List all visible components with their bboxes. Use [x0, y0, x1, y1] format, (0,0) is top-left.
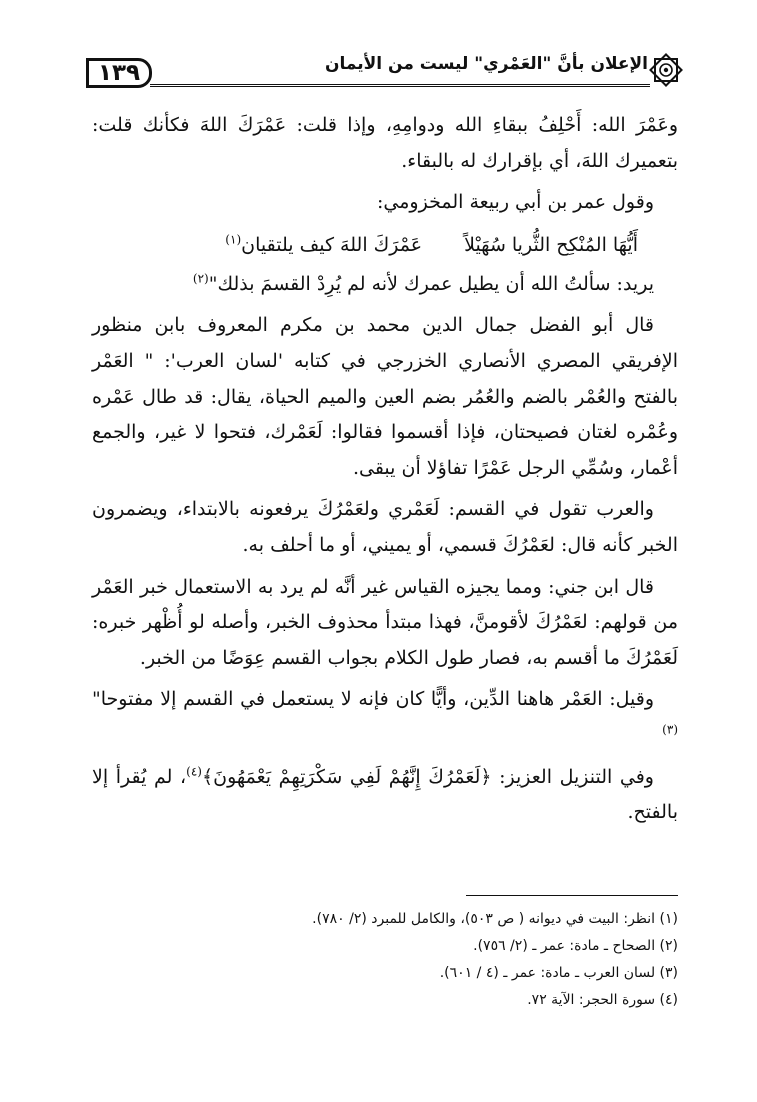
eight-point-star-ornament-icon [648, 50, 684, 90]
footnote-ref-4[interactable]: (٤) [186, 764, 202, 779]
page-number: ١٣٩ [86, 58, 152, 88]
paragraph-1: وعَمْرَ الله: أَحْلِفُ ببقاءِ الله ودوامِهِ، وإذا قلت: عَمْرَكَ اللهَ فكأنك قلت: بتعميرك اللهَ، أي بإقرارك له بالبقاء. [92, 114, 678, 172]
poetry-verse [92, 227, 678, 263]
footnote-1: (١) انظر: البيت في ديوانه ( ص ٥٠٣)، والكامل للمبرد (٢/ ٧٨٠). [312, 911, 678, 927]
paragraph-2: وقول عمر بن أبي ربيعة المخزومي: [377, 191, 654, 214]
verse-second-hemistich: عَمْرَكَ اللهَ كيف يلتقيان$^{(١)}$ [225, 232, 423, 256]
paragraph-3: يريد: سألتُ الله أن يطيل عمرك لأنه لم يُرِدْ القسمَ بذلك"$^{(٢)}$ [192, 271, 654, 295]
footnote-2: (٢) الصحاح ـ مادة: عمر ـ (٢/ ٧٥٦). [473, 938, 678, 954]
footnote-ref-2[interactable]: (٢) [192, 271, 209, 286]
paragraph-4: قال أبو الفضل جمال الدين محمد بن مكرم المعروف بابن منظور الإفريقي المصري الأنصاري الخزرجي في كتابه 'لسان العرب': " العَمْر بالفتح والعُمْر بالضم والعُمُر بضم العين والميم الحياة، يقال: قد طال عَمْره وعُمْره لغتان فصيحتان، فإذا أقسموا فقالوا: لَعَمْرك، فتحوا لا غير، والجمع أعْمار، وسُمِّي الرجل عَمْرًا تفاؤلا أن يبقى. [92, 314, 678, 479]
running-title: الإعلان بأنَّ "العَمْري" ليست من الأيمان [324, 54, 648, 74]
footnote-ref-1[interactable]: (١) [225, 232, 242, 247]
quran-quote: ﴿لَعَمْرُكَ إِنَّهُمْ لَفِي سَكْرَتِهِمْ يَعْمَهُونَ﴾ [201, 765, 492, 788]
footnotes [120, 906, 678, 1014]
header-rule [150, 84, 650, 87]
footnote-ref-3[interactable]: (٣) [662, 722, 678, 737]
verse-first-hemistich: أَيُّهَا المُنْكِح الثُّريا سُهَيْلاً [464, 233, 638, 256]
footnote-separator [466, 895, 678, 896]
footnote-4: (٤) سورة الحجر: الآية ٧٢. [527, 992, 678, 1008]
main-text [92, 108, 678, 837]
paragraph-8: وفي التنزيل العزيز: ﴿لَعَمْرُكَ إِنَّهُمْ لَفِي سَكْرَتِهِمْ يَعْمَهُونَ﴾$^{(٤)}$، لم يُقرأ إلا بالفتح. [92, 764, 678, 824]
paragraph-7: وقيل: العَمْر هاهنا الدِّين، وأيًّا كان فإنه لا يستعمل في القسم إلا مفتوحا"$^{(٣)}$ [92, 688, 678, 737]
running-header [86, 50, 684, 98]
paragraph-6: قال ابن جني: ومما يجيزه القياس غير أنَّه لم يرد به الاستعمال خبر العَمْر من قولهم: لعَمْرُكَ لأقومنَّ، فهذا مبتدأ محذوف الخبر، وأصله لو أُظْهر خبره: لَعَمْرُكَ ما أقسم به، فصار طول الكلام بجواب القسم عِوَضًا من الخبر. [92, 575, 678, 669]
footnote-3: (٣) لسان العرب ـ مادة: عمر ـ (٤ / ٦٠١). [439, 965, 678, 981]
paragraph-5: والعرب تقول في القسم: لَعَمْري ولعَمْرُكَ يرفعونه بالابتداء، ويضمرون الخبر كأنه قال: لعَمْرُكَ قسمي، أو يميني، أو ما أحلف به. [92, 498, 678, 556]
